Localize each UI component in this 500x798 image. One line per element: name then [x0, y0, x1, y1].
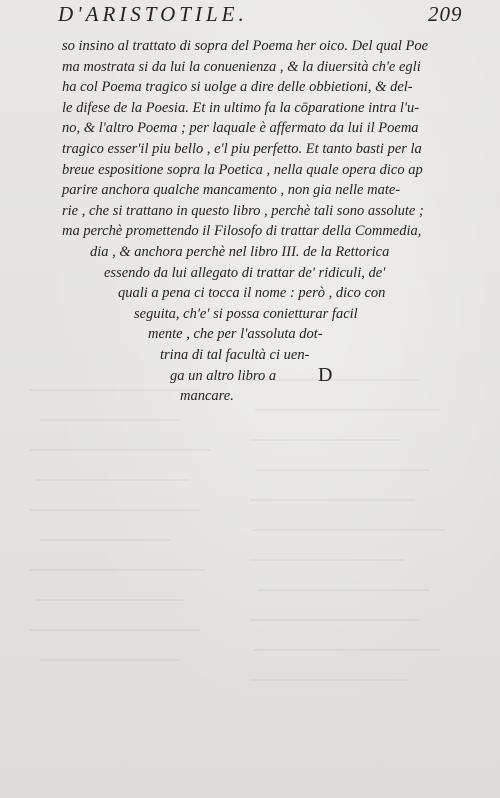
text-line: trina di tal facultà ci uen-: [160, 347, 310, 363]
text-line: essendo da lui allegato di trattar de' ridiculi, de': [104, 264, 386, 281]
text-line: no, & l'altro Poema ; per laquale è affermato da lui il Poema: [62, 120, 419, 137]
text-line: le difese de la Poesia. Et in ultimo fa la cōparatione intra l'u-: [62, 99, 420, 116]
text-line: ga un altro libro a: [170, 367, 277, 384]
text-line: quali a pena ci tocca il nome : però , dico con: [118, 285, 386, 302]
text-line: parire anchora qualche mancamento , non gia nelle mate-: [62, 182, 401, 199]
text-line: seguita, ch'e' si possa conietturar facil: [134, 305, 358, 322]
text-line: ma mostrata si da lui la conuenienza , & la diuersità ch'e egli: [62, 58, 421, 75]
text-line: ma perchè promettendo il Filosofo di trattar della Commedia,: [62, 223, 422, 240]
running-head: D'ARISTOTILE.: [58, 2, 248, 26]
text-line: ha col Poema tragico si uolge a dire delle obbietioni, & del-: [62, 79, 413, 96]
text-line: mente , che per l'assoluta dot-: [148, 326, 323, 343]
text-line: dia , & anchora perchè nel libro III. de la Rettorica: [90, 244, 390, 260]
text-line: rie , che si trattano in questo libro , perchè tali sono assolute ;: [62, 202, 424, 219]
page-header: [0, 2, 500, 32]
text-line: so insino al trattato di sopra del Poema her oico. Del qual Poe: [62, 38, 429, 54]
text-line: tragico esser'il piu bello , e'l piu perfetto. Et tanto basti per la: [62, 141, 422, 157]
page-number: 209: [428, 2, 463, 26]
text-line: mancare.: [180, 388, 234, 405]
bleed-through-texture: [0, 370, 500, 730]
catchword: D: [318, 364, 334, 386]
text-line: breue espositione sopra la Poetica , nella quale opera dico ap: [62, 161, 423, 178]
